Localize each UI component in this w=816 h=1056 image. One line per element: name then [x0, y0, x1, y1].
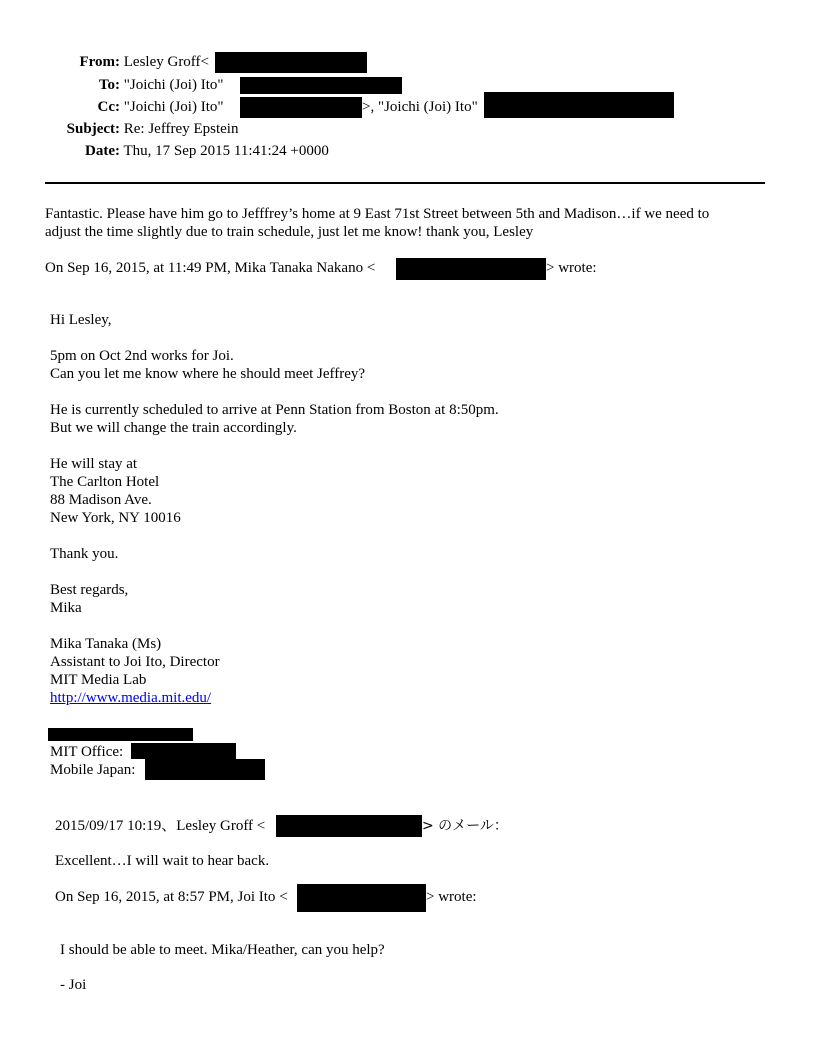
quote3-intro: On Sep 16, 2015, at 8:57 PM, Joi Ito	[55, 889, 276, 905]
mika-line2: Can you let me know where he should meet Jeffrey?	[50, 366, 366, 382]
sig-title: Assistant to Joi Ito, Director	[50, 654, 220, 670]
to-label: To:	[98, 77, 120, 93]
quote2-intro-row: 2015/09/17 10:19、Lesley Groff <	[55, 818, 266, 834]
from-label: From:	[79, 54, 120, 70]
redaction-mobile-phone	[145, 759, 265, 780]
lesley-reply: Excellent…I will wait to hear back.	[55, 853, 270, 869]
mika-hotel: The Carlton Hotel	[50, 474, 160, 490]
mika-address: 88 Madison Ave.	[50, 492, 152, 508]
subject-row	[0, 120, 238, 138]
subject-label: Subject:	[66, 121, 120, 137]
date-value: Thu, 17 Sep 2015 11:41:24 +0000	[123, 143, 329, 159]
mika-stay: He will stay at	[50, 456, 138, 472]
joi-line1: I should be able to meet. Mika/Heather, can you help?	[60, 942, 385, 958]
mika-regards: Best regards,	[50, 582, 129, 598]
redaction-quote1-email	[396, 258, 546, 280]
quote3-intro-row: On Sep 16, 2015, at 8:57 PM, Joi Ito <	[55, 889, 288, 905]
from-row: From: Lesley Groff<	[0, 53, 209, 71]
quote3-wrote: wrote:	[438, 889, 477, 905]
mika-line1: 5pm on Oct 2nd works for Joi.	[50, 348, 234, 364]
date-label: Date:	[85, 143, 120, 159]
joi-sign: - Joi	[60, 977, 87, 993]
quote1-intro: On Sep 16, 2015, at 11:49 PM, Mika Tanaka Nakano	[45, 260, 364, 276]
mika-name: Mika	[50, 600, 82, 616]
redaction-to-email	[240, 77, 402, 94]
body-para1-line2: adjust the time slightly due to train schedule, just let me know! thank you, Lesley	[45, 224, 534, 240]
cc-value-2: "Joichi (Joi) Ito"	[377, 99, 478, 115]
sig-org: MIT Media Lab	[50, 672, 147, 688]
quote2-suffix: > のメール：	[422, 818, 508, 834]
cc-value-1: "Joichi (Joi) Ito"	[123, 99, 224, 115]
sig-name: Mika Tanaka (Ms)	[50, 636, 162, 652]
cc-row	[0, 98, 223, 116]
subject-value: Re: Jeffrey Epstein	[123, 121, 239, 137]
quote1-wrote: wrote:	[558, 260, 597, 276]
mika-thanks: Thank you.	[50, 546, 119, 562]
mika-city: New York, NY 10016	[50, 510, 181, 526]
cc-second	[362, 98, 478, 116]
mika-line4: But we will change the train accordingly.	[50, 420, 297, 436]
quote2-intro: 2015/09/17 10:19、Lesley Groff	[55, 818, 254, 834]
redaction-quote2-email	[276, 815, 422, 837]
from-name: Lesley Groff	[123, 54, 201, 70]
mika-greeting: Hi Lesley,	[50, 312, 112, 328]
to-row	[0, 76, 223, 94]
mika-line3: He is currently scheduled to arrive at Penn Station from Boston at 8:50pm.	[50, 402, 499, 418]
mobile-label: Mobile Japan:	[50, 762, 136, 778]
header-divider	[45, 182, 765, 184]
cc-separator: >,	[362, 99, 378, 115]
redaction-quote3-email	[297, 884, 426, 912]
office-label: MIT Office:	[50, 744, 124, 760]
date-row	[0, 142, 329, 160]
redaction-cc-email-2	[484, 92, 674, 118]
cc-label: Cc:	[97, 99, 120, 115]
to-value: "Joichi (Joi) Ito"	[123, 77, 224, 93]
redaction-office-phone	[131, 743, 236, 759]
redaction-cc-email-1	[240, 97, 362, 118]
sig-url-link[interactable]: http://www.media.mit.edu/	[50, 690, 212, 706]
redaction-sig-line	[48, 728, 193, 741]
redaction-from-email	[215, 52, 367, 73]
quote1-intro-row: On Sep 16, 2015, at 11:49 PM, Mika Tanaka Nakano <	[45, 260, 376, 276]
body-para1-line1: Fantastic. Please have him go to Jefffrey’s home at 9 East 71st Street between 5th and Madison…if we need to	[45, 206, 710, 222]
